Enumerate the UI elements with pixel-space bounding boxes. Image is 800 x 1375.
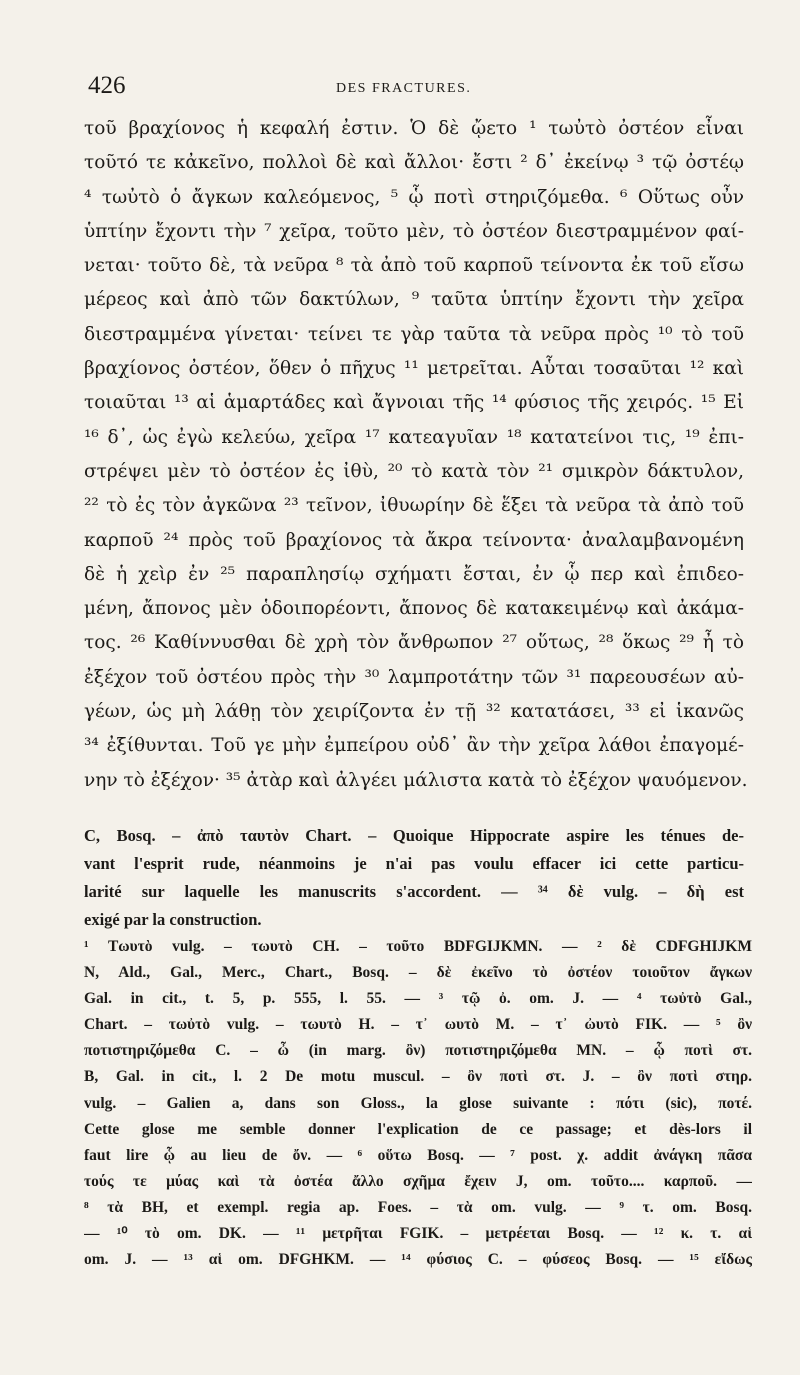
footnote-line: ¹ Τωυτὸ vulg. – τωυτὸ CH. – τοῦτο BDFGIJKMN. — ² δὲ CDFGHIJKM [84,938,752,955]
footnote-line: B, Gal. in cit., l. 2 De motu muscul. – ὂν ποτὶ στ. J. – ὂν ποτὶ στηρ. [84,1068,752,1086]
text-line: ἐξέχον τοῦ ὀστέου πρὸς τὴν ³⁰ λαμπροτάτην τῶν ³¹ παρεουσέων αὐ- [84,666,744,688]
footnote-line: τούς τε μύας καὶ τὰ ὀστέα ἄλλο σχῆμα ἔχειν J, om. τοῦτο.... καρποῦ. — [84,1172,752,1190]
text-line: νεται· τοῦτο δὲ, τὰ νεῦρα ⁸ τὰ ἀπὸ τοῦ καρποῦ τείνοντα ἐκ τοῦ εἴσω [84,255,744,277]
text-line: τος. ²⁶ Καθίννυσθαι δὲ χρὴ τὸν ἄνθρωπον ²⁷ οὕτως, ²⁸ ὅκως ²⁹ ἦ τὸ [84,632,744,654]
commentary-line: vant l'esprit rude, néanmoins je n'ai pas voulu effacer ici cette particu- [84,854,744,873]
footnote-line: Chart. – τωὐτὸ vulg. – τωυτὸ H. – τ᾽ ωυτὸ M. – τ᾽ ὠυτὸ FIK. — ⁵ ὂν [84,1016,752,1034]
footnote-line: ποτιστηριζόμεθα C. – ὦ (in marg. ὂν) ποτιστηριζόμεθα MN. – ᾧ ποτὶ στ. [84,1042,752,1060]
text-line: ²² τὸ ἐς τὸν ἀγκῶνα ²³ τεῖνον, ἰθυωρίην δὲ ἕξει τὰ νεῦρα τὰ ἀπὸ τοῦ [84,495,744,517]
footnote-line: om. J. — ¹³ αἱ om. DFGHKM. — ¹⁴ φύσιος C. – φύσεος Bosq. — ¹⁵ εἴδως [84,1251,752,1269]
text-line: διεστραμμένα γίνεται· τείνει τε γὰρ ταῦτα τὰ νεῦρα πρὸς ¹⁰ τὸ τοῦ [84,323,744,345]
footnote-line: — ¹⁰ τὸ om. DK. — ¹¹ μετρῆται FGIK. – μετρέεται Bosq. — ¹² κ. τ. αἱ [84,1225,752,1243]
commentary-line: exigé par la construction. [84,910,262,929]
page-number: 426 [88,72,126,99]
text-line: μένη, ἄπονος μὲν ὁδοιπορέοντι, ἄπονος δὲ κατακειμένῳ καὶ ἀκάμα- [84,598,744,620]
text-line: τοῦ βραχίονος ἡ κεφαλή ἐστιν. Ὁ δὲ ᾤετο ¹ τωὐτὸ ὀστέον εἶναι [84,118,744,139]
greek-main-text [84,112,748,798]
text-line: τοῦτό τε κἀκεῖνο, πολλοὶ δὲ καὶ ἄλλοι· ἔστι ² δ᾽ ἐκείνῳ ³ τῷ ὀστέῳ [84,152,744,174]
footnote-line: ⁸ τὰ BH, et exempl. regia ap. Foes. – τὰ om. vulg. — ⁹ τ. om. Bosq. [84,1198,752,1216]
footnote-line: Cette glose me semble donner l'explication de ce passage; et dès-lors il [84,1120,752,1138]
text-line: στρέψει μὲν τὸ ὀστέον ἐς ἰθὺ, ²⁰ τὸ κατὰ τὸν ²¹ σμικρὸν δάκτυλον, [84,460,744,482]
page-header [88,72,748,108]
footnote-line: faut lire ᾧ au lieu de ὄν. — ⁶ οὕτω Bosq. — ⁷ post. χ. addit ἀνάγκη πᾶσα [84,1146,752,1164]
running-head: DES FRACTURES. [336,81,472,96]
text-line: γέων, ὡς μὴ λάθῃ τὸν χειρίζοντα ἐν τῇ ³² κατατάσει, ³³ εἰ ἱκανῶς [84,701,744,723]
text-line: τοιαῦται ¹³ αἱ ἁμαρτάδες καὶ ἄγνοιαι τῆς ¹⁴ φύσιος τῆς χειρός. ¹⁵ Εἰ [84,392,744,414]
text-line: καρποῦ ²⁴ πρὸς τοῦ βραχίονος τὰ ἄκρα τείνοντα· ἀναλαμβανομένη [84,529,744,551]
text-line: ¹⁶ δ᾽, ὡς ἐγὼ κελεύω, χεῖρα ¹⁷ κατεαγυῖαν ¹⁸ κατατείνοι τις, ¹⁹ ἐπι- [84,426,744,448]
footnotes [84,934,752,1273]
commentary-line: C, Bosq. – ἀπὸ ταυτὸν Chart. – Quoique Hippocrate aspire les ténues de- [84,826,744,845]
text-line: μέρεος καὶ ἀπὸ τῶν δακτύλων, ⁹ ταῦτα ὑπτίην ἔχοντι τὴν χεῖρα [84,289,744,311]
text-line: ὑπτίην ἔχοντι τὴν ⁷ χεῖρα, τοῦτο μὲν, τὸ ὀστέον διεστραμμένον φαί- [84,220,744,242]
text-line: ⁴ τωὐτὸ ὁ ἄγκων καλεόμενος, ⁵ ᾧ ποτὶ στηριζόμεθα. ⁶ Οὕτως οὖν [84,186,744,208]
footnote-line: Gal. in cit., t. 5, p. 555, l. 55. — ³ τῷ ὀ. om. J. — ⁴ τωὐτὸ Gal., [84,990,752,1008]
footnote-line: vulg. – Galien a, dans son Gloss., la glose suivante : πότι (sic), ποτέ. [84,1094,752,1112]
text-line: βραχίονος ὀστέον, ὅθεν ὁ πῆχυς ¹¹ μετρεῖται. Αὗται τοσαῦται ¹² καὶ [84,358,744,380]
commentary-note [84,822,744,934]
commentary-line: larité sur laquelle les manuscrits s'accordent. — ³⁴ δὲ vulg. – δὴ est [84,882,744,901]
text-line: ³⁴ ἐξίθυνται. Τοῦ γε μὴν ἐμπείρου οὐδ᾽ ἂν τὴν χεῖρα λάθοι ἐπαγομέ- [84,735,744,757]
text-line: νην τὸ ἐξέχον· ³⁵ ἀτὰρ καὶ ἀλγέει μάλιστα κατὰ τὸ ἐξέχον ψαυόμενον. [84,769,748,791]
footnote-line: N, Ald., Gal., Merc., Chart., Bosq. – δὲ ἐκεῖνο τὸ ὀστέον τοιοῦτον ἄγκων [84,964,752,982]
text-line: δὲ ἡ χεὶρ ἐν ²⁵ παραπλησίῳ σχήματι ἔσται, ἐν ᾧ περ καὶ ἐπιδεο- [84,563,744,585]
